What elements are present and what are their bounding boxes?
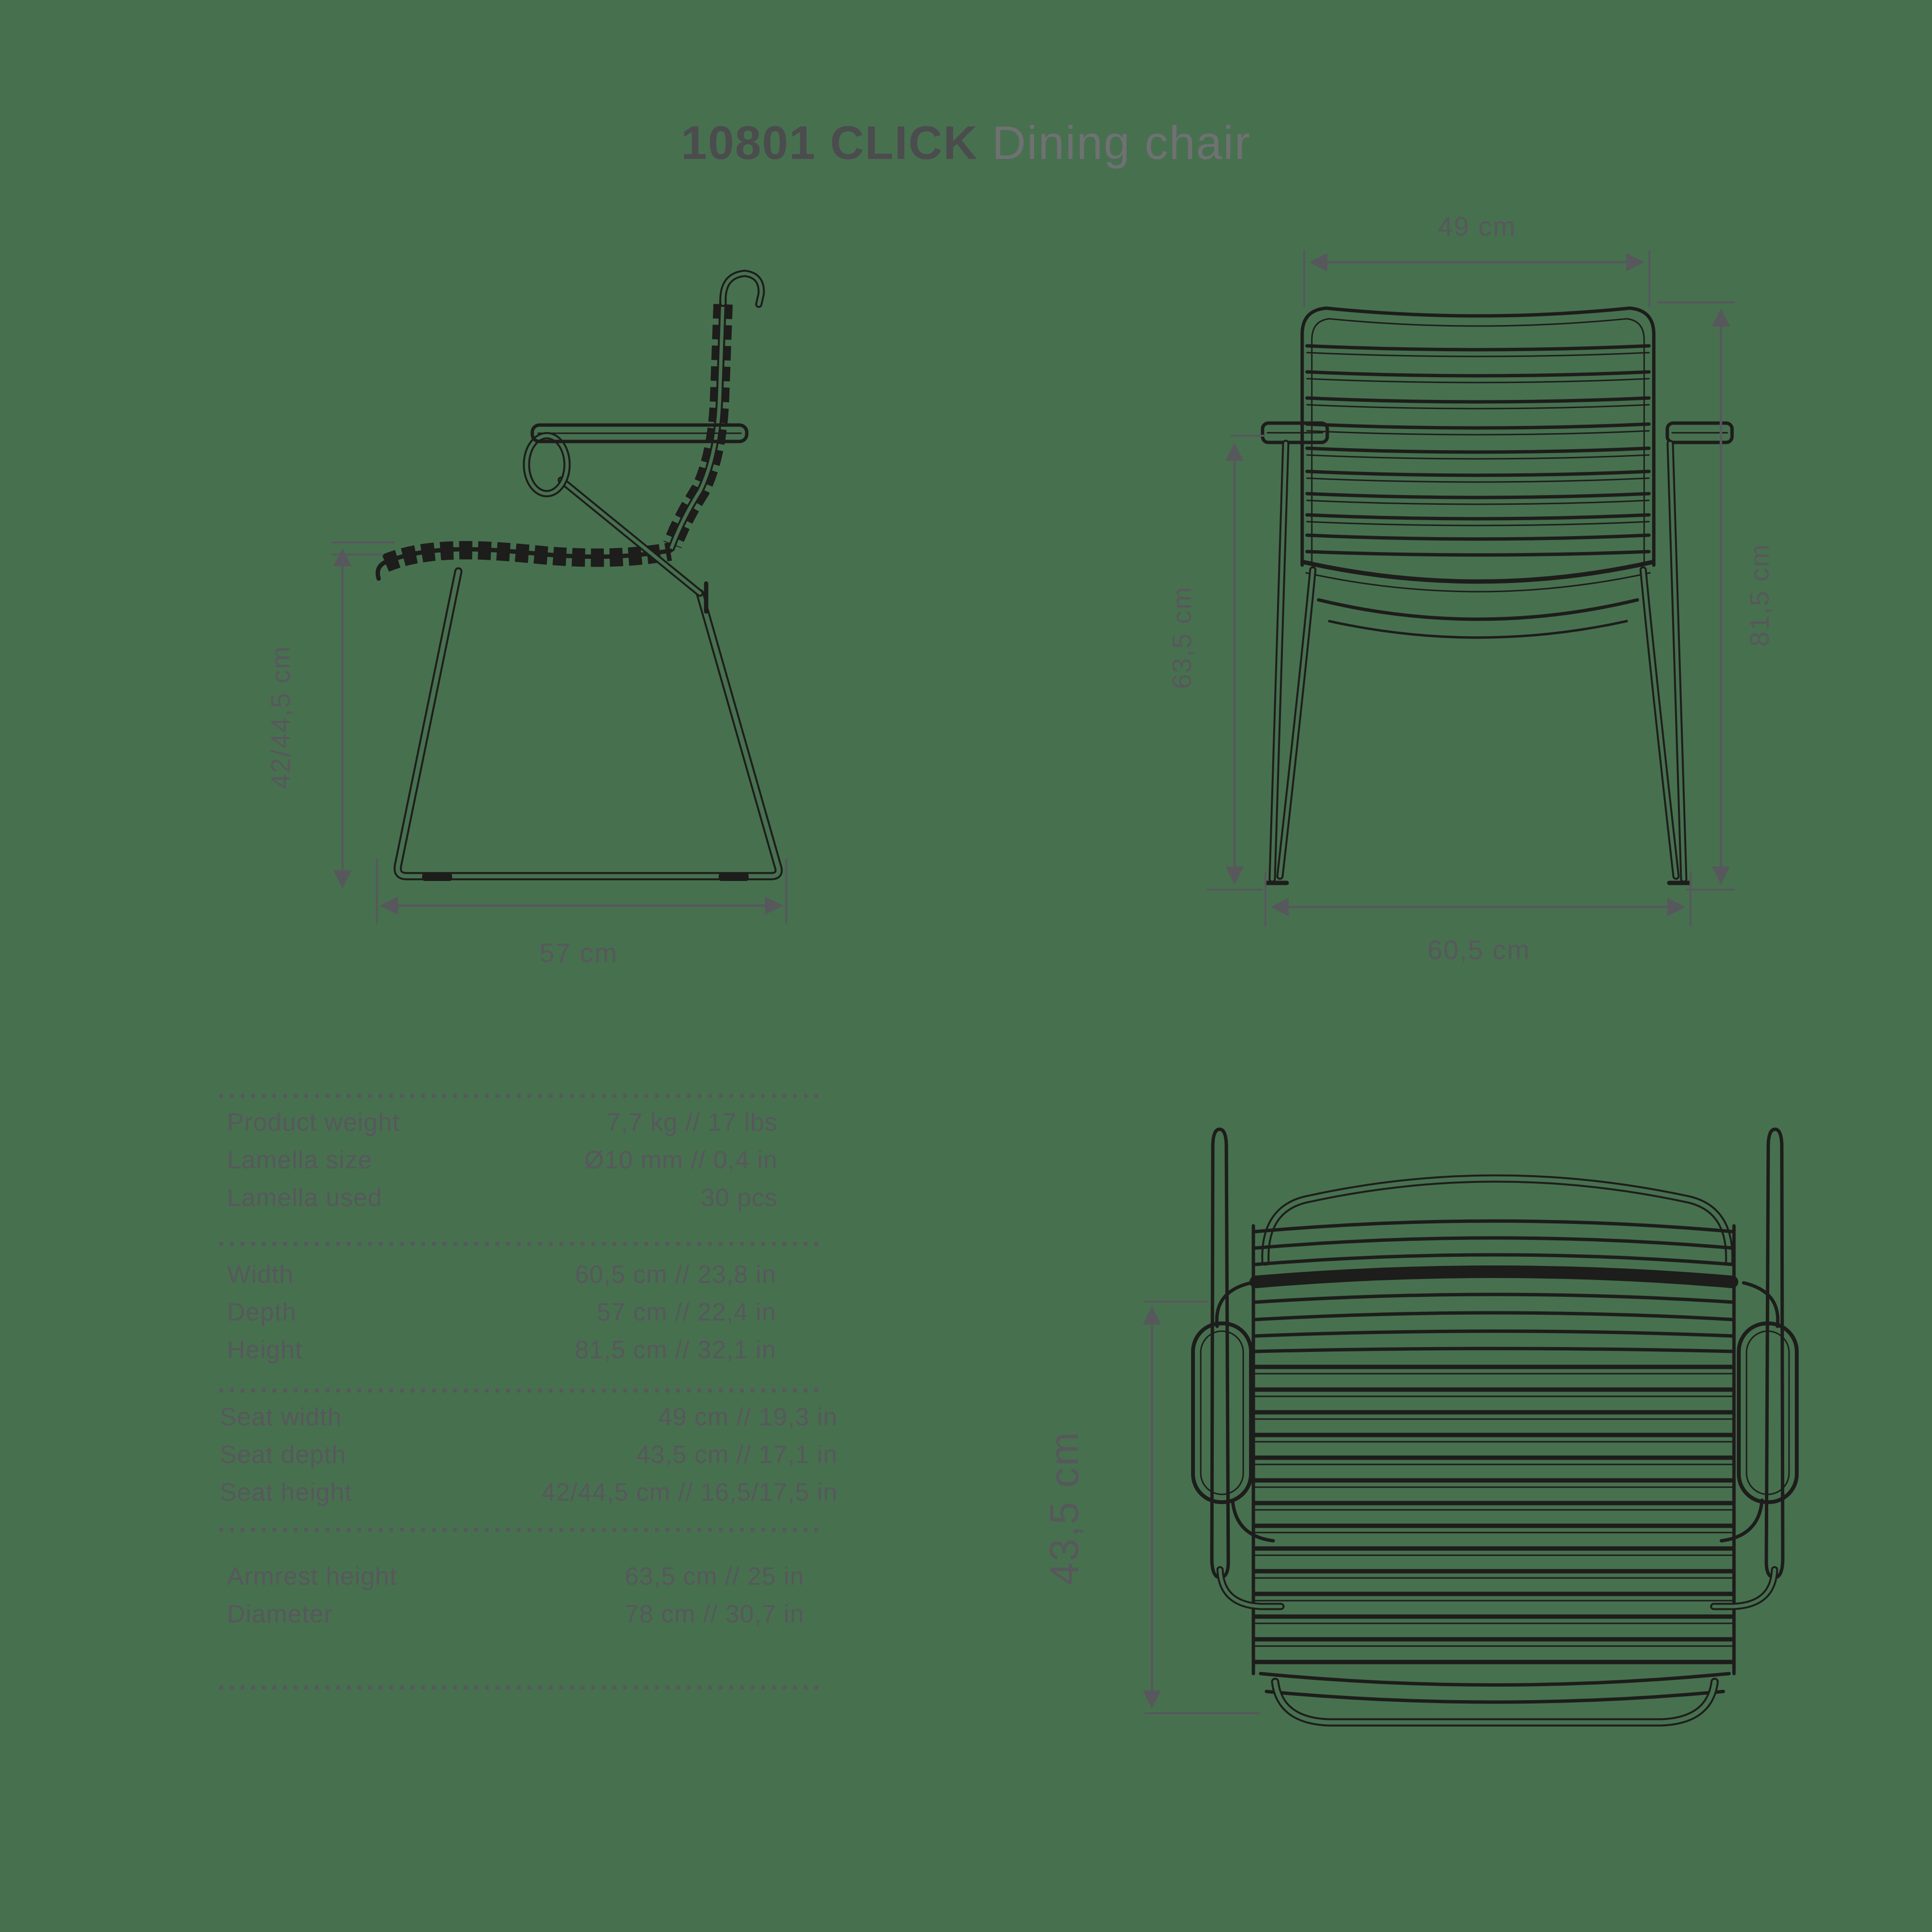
spec-row-diameter xyxy=(227,1595,804,1633)
front-total-height-label: 81,5 cm xyxy=(1744,543,1775,647)
spec-label: Seat height xyxy=(220,1478,353,1506)
divider-dotted xyxy=(219,1528,819,1532)
spec-row-width xyxy=(227,1256,776,1293)
spec-label: Height xyxy=(227,1336,303,1364)
front-width-label: 60,5 cm xyxy=(1427,935,1531,965)
side-depth-label: 57 cm xyxy=(539,938,618,968)
spec-label: Lamella used xyxy=(227,1184,383,1212)
spec-label: Armrest height xyxy=(227,1563,398,1591)
spec-label: Product weight xyxy=(227,1108,400,1136)
product-type: Dining chair xyxy=(992,116,1251,169)
spec-label: Depth xyxy=(227,1298,297,1326)
side-seat-height-label: 42/44,5 cm xyxy=(265,645,296,789)
spec-value: 49 cm // 19,3 in xyxy=(658,1403,838,1431)
spec-label: Seat depth xyxy=(220,1441,346,1469)
top-view-drawing xyxy=(990,1087,1860,1787)
spec-value: 43,5 cm // 17,1 in xyxy=(636,1441,838,1469)
spec-value: 30 pcs xyxy=(700,1184,778,1212)
spec-value: 78 cm // 30,7 in xyxy=(625,1600,804,1628)
spec-value: 7,7 kg // 17 lbs xyxy=(606,1108,778,1136)
side-view-drawing xyxy=(217,251,869,985)
spec-value: 60,5 cm // 23,8 in xyxy=(575,1261,776,1289)
front-chair-line-art xyxy=(1263,308,1732,883)
spec-row-product-weight xyxy=(227,1104,778,1141)
spec-value: Ø10 mm // 0,4 in xyxy=(584,1146,778,1174)
spec-value: 57 cm // 22,4 in xyxy=(597,1298,776,1326)
spec-label: Lamella size xyxy=(227,1146,373,1174)
top-chair-line-art xyxy=(1193,1129,1797,1722)
side-chair-line-art xyxy=(378,273,779,881)
spec-row-armrest-height xyxy=(227,1558,804,1595)
front-view-drawing xyxy=(1159,184,1835,1005)
spec-row-height xyxy=(227,1331,776,1369)
spec-label: Diameter xyxy=(227,1600,333,1628)
spec-label: Seat width xyxy=(220,1403,342,1431)
spec-row-seat-height xyxy=(220,1474,838,1511)
spec-row-seat-width xyxy=(220,1398,838,1436)
spec-value: 63,5 cm // 25 in xyxy=(625,1563,804,1591)
divider-dotted xyxy=(219,1242,819,1246)
page-title xyxy=(0,115,1932,171)
spec-label: Width xyxy=(227,1261,294,1289)
spec-row-depth xyxy=(227,1293,776,1331)
spec-row-lamella-size xyxy=(227,1141,778,1179)
spec-group-overall xyxy=(227,1256,776,1369)
front-seat-width-label: 49 cm xyxy=(1437,211,1517,242)
spec-group-general xyxy=(227,1104,778,1217)
divider-dotted xyxy=(219,1686,819,1690)
spec-row-lamella-used xyxy=(227,1179,778,1217)
product-code: 10801 CLICK xyxy=(681,116,978,169)
spec-value: 81,5 cm // 32,1 in xyxy=(575,1336,776,1364)
spec-value: 42/44,5 cm // 16,5/17,5 in xyxy=(541,1478,838,1506)
divider-dotted xyxy=(219,1094,819,1098)
spec-group-armrest xyxy=(227,1558,804,1633)
front-armrest-height-label: 63,5 cm xyxy=(1166,586,1197,689)
divider-dotted xyxy=(219,1389,819,1392)
spec-group-seat xyxy=(220,1398,838,1511)
top-seat-depth-label: 43,5 cm xyxy=(1041,1431,1087,1585)
spec-row-seat-depth xyxy=(220,1436,838,1474)
